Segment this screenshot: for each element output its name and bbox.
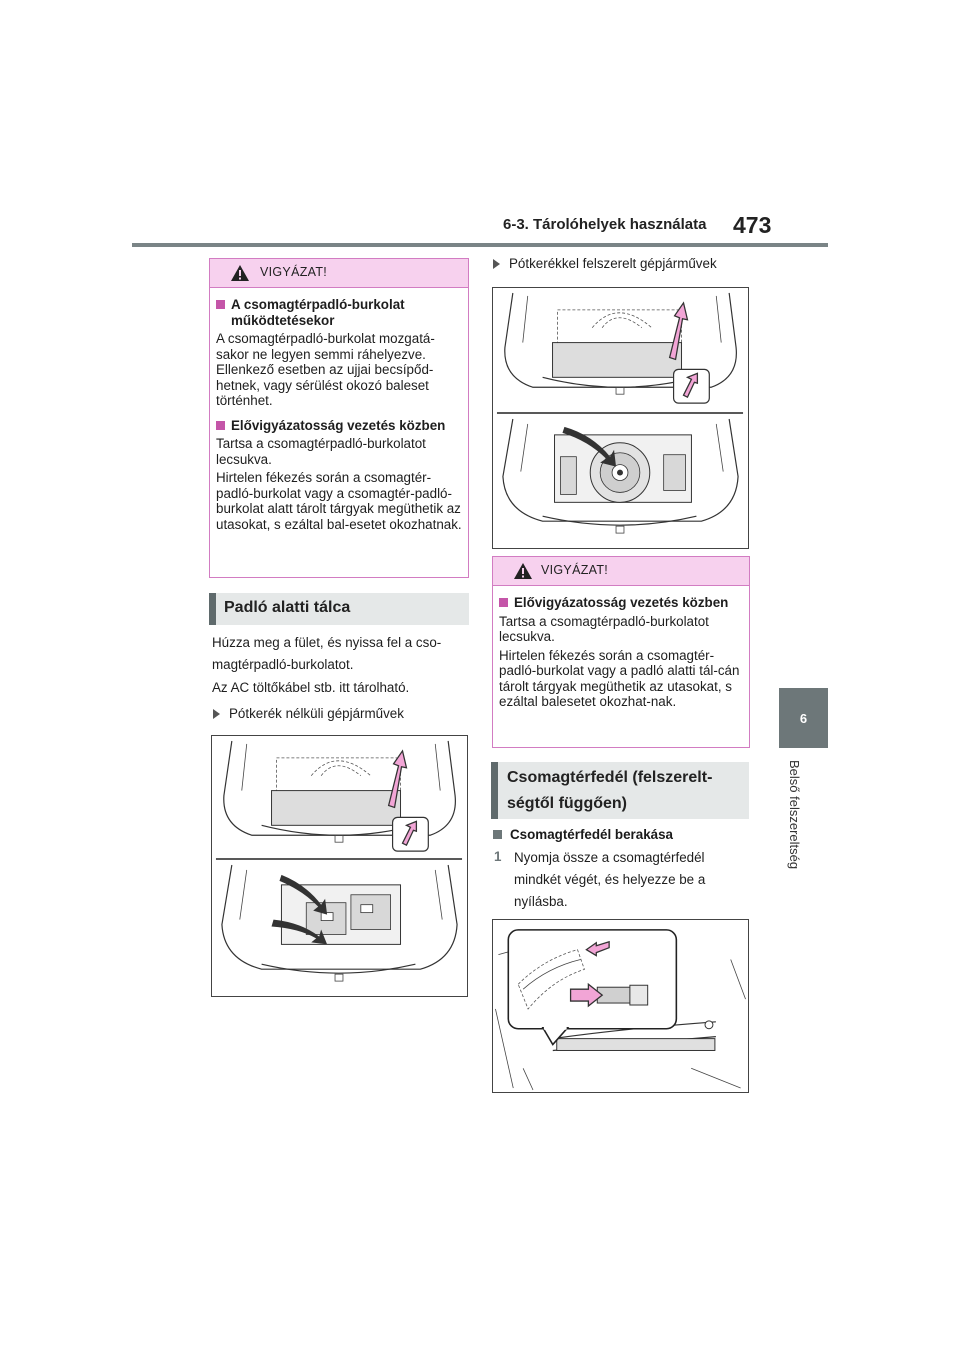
body-paragraph: Az AC töltőkábel stb. itt tárolható. xyxy=(212,680,410,695)
step-text: Nyomja össze a csomagtérfedél mindkét végét, és helyezze be a nyílásba. xyxy=(514,850,706,909)
warning-header xyxy=(210,259,468,288)
warning-paragraph: Tartsa a csomagtérpadló-burkolatot lecsukva. xyxy=(216,436,426,467)
warning-box-right xyxy=(492,556,750,748)
warning-triangle-icon xyxy=(513,562,533,580)
warning-paragraph: Hirtelen fékezés során a csomagtér-padló-burkolat vagy a csomagtér-padló-burkolat alatt tárolt tárgyak megüthetik az utasokat, s ezáltal bal-esetet okozhatnak. xyxy=(216,470,462,532)
warning-paragraph: A csomagtérpadló-burkolat mozgatá-sakor ne legyen semmi ráhelyezve. Ellenkező esetben az ujjai becsípőd-hetnek, vagy sérülést okozó baleset történhet. xyxy=(216,331,435,408)
warning-triangle-icon xyxy=(230,264,250,282)
body-paragraph: Húzza meg a fület, és nyissa fel a cso-magtérpadló-burkolatot. xyxy=(212,635,442,672)
square-bullet-icon xyxy=(499,598,508,607)
square-bullet-icon xyxy=(493,830,502,839)
warning-subheading: Elővigyázatosság vezetés közben xyxy=(216,418,462,434)
chapter-title-vertical xyxy=(772,760,832,980)
triangle-bullet-icon xyxy=(493,259,500,269)
warning-title: VIGYÁZAT! xyxy=(541,563,609,577)
section-heading-underfloor-tray: Padló alatti tálca xyxy=(209,593,469,625)
page-number: 473 xyxy=(733,212,772,238)
warning-body xyxy=(210,288,468,536)
warning-paragraph: Tartsa a csomagtérpadló-burkolatot lecsukva. xyxy=(499,613,709,644)
warning-box-left xyxy=(209,258,469,578)
warning-paragraph: Hirtelen fékezés során a csomagtér-padló-burkolat vagy a padló alatti tál-cán tárolt tárgyak megüthetik az utasokat, s ezáltal balesetet okozhat-nak. xyxy=(499,647,740,709)
chapter-title: Belső felszereltség xyxy=(787,760,802,870)
square-bullet-icon xyxy=(216,421,225,430)
bullet-with-spare-wheel: Pótkerékkel felszerelt gépjárművek xyxy=(493,256,749,271)
trunk-illustration xyxy=(212,736,467,996)
chapter-tab[interactable] xyxy=(779,688,828,748)
section-heading-cargo-cover: Csomagtérfedél (felszerelt-ségtől függően) xyxy=(491,762,749,819)
chapter-number: 6 xyxy=(799,710,808,726)
step-number: 1 xyxy=(494,849,502,864)
trunk-spare-illustration xyxy=(493,288,748,548)
warning-title: VIGYÁZAT! xyxy=(260,265,328,279)
bullet-no-spare-wheel: Pótkerék nélküli gépjárművek xyxy=(213,706,469,721)
square-bullet-icon xyxy=(216,300,225,309)
warning-header xyxy=(493,557,749,586)
figure-trunk-with-spare xyxy=(492,287,749,549)
warning-subheading: Elővigyázatosság vezetés közben xyxy=(499,595,743,611)
header-rule xyxy=(132,243,828,247)
subheading-cargo-cover-install: Csomagtérfedél berakása xyxy=(493,827,749,842)
triangle-bullet-icon xyxy=(213,709,220,719)
section-title: 6-3. Tárolóhelyek használata xyxy=(503,216,707,233)
warning-body xyxy=(493,586,749,714)
cargo-cover-illustration xyxy=(493,920,748,1092)
warning-subheading: A csomagtérpadló-burkolat működtetésekor xyxy=(216,297,462,328)
figure-trunk-no-spare xyxy=(211,735,468,997)
figure-cargo-cover-install xyxy=(492,919,749,1093)
